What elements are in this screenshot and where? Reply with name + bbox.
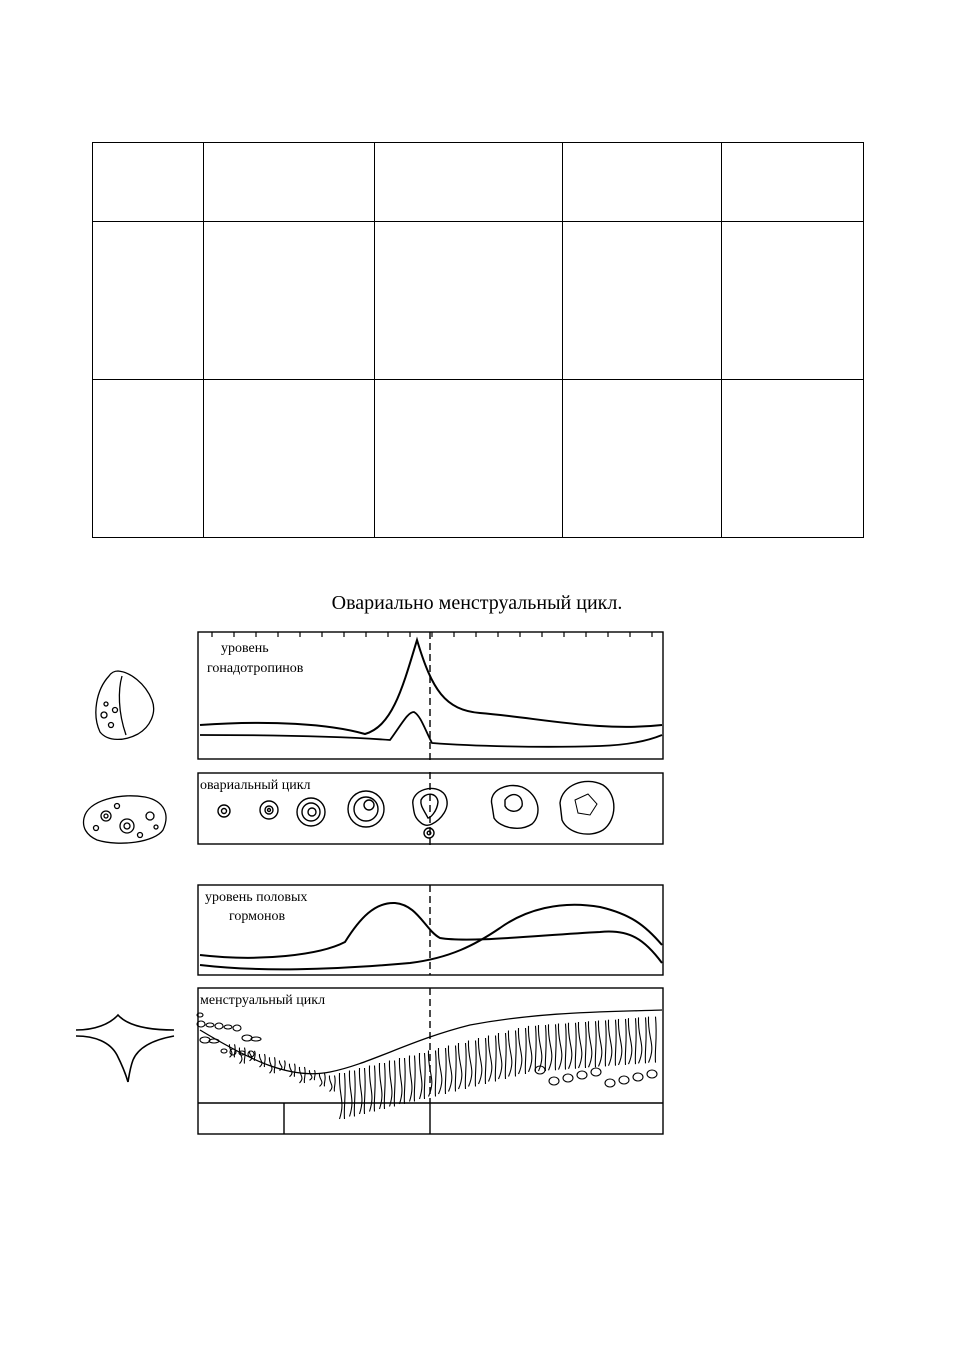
lh-curve xyxy=(200,640,662,734)
uterus-icon xyxy=(76,1015,174,1082)
endometrial-gland xyxy=(299,1067,305,1083)
shed-tissue-fragment xyxy=(224,1025,232,1029)
table-cell xyxy=(563,143,722,222)
table-cell xyxy=(204,222,375,380)
endometrial-gland xyxy=(339,1073,345,1119)
table-cell xyxy=(93,380,204,538)
endometrial-gland xyxy=(259,1054,265,1067)
table-cell xyxy=(93,222,204,380)
table-cell xyxy=(204,143,375,222)
table-cell xyxy=(375,143,563,222)
basal-gland-section xyxy=(577,1071,587,1079)
top-scale-ticks xyxy=(212,632,652,637)
basal-gland-section xyxy=(563,1074,573,1082)
endometrial-gland xyxy=(598,1020,606,1066)
endometrial-gland xyxy=(478,1038,486,1084)
endometrial-gland xyxy=(409,1056,415,1102)
endometrial-gland xyxy=(528,1026,536,1072)
endometrial-gland xyxy=(309,1070,315,1080)
table-cell xyxy=(722,380,864,538)
endometrial-gland xyxy=(419,1053,425,1099)
basal-gland-section xyxy=(633,1073,643,1081)
endometrial-gland xyxy=(568,1023,576,1069)
endometrial-gland xyxy=(608,1020,616,1066)
shed-tissue-fragment xyxy=(200,1037,210,1043)
endometrial-gland xyxy=(438,1048,446,1094)
diagram-title: Овариально менструальный цикл. xyxy=(331,592,623,614)
endometrial-gland xyxy=(578,1022,586,1068)
gonadotropins-label-line2: гонадотропинов xyxy=(207,661,304,676)
table-cell xyxy=(722,222,864,380)
basal-gland-section xyxy=(619,1076,629,1084)
endometrial-gland xyxy=(249,1051,255,1061)
table-cell xyxy=(563,222,722,380)
fsh-curve xyxy=(200,712,662,747)
endometrial-gland xyxy=(558,1024,566,1070)
sex-hormones-label-line2: гормонов xyxy=(229,909,286,924)
endometrial-gland xyxy=(349,1071,355,1117)
table-row xyxy=(93,380,864,538)
endometrial-gland xyxy=(648,1017,656,1063)
endometrial-gland xyxy=(538,1025,546,1071)
endometrium-surface xyxy=(200,1010,662,1074)
endometrial-gland xyxy=(289,1064,295,1077)
basal-gland-section xyxy=(605,1079,615,1087)
endometrial-gland xyxy=(498,1033,506,1079)
endometrial-gland xyxy=(359,1068,365,1114)
table-cell xyxy=(204,380,375,538)
basal-gland-section xyxy=(647,1070,657,1078)
table-row xyxy=(93,143,864,222)
shed-tissue-fragment xyxy=(242,1035,252,1041)
endometrial-gland xyxy=(389,1061,395,1107)
shed-tissue-fragment xyxy=(206,1023,214,1027)
endometrial-gland xyxy=(618,1019,626,1065)
table-cell xyxy=(375,222,563,380)
shed-tissue-fragment xyxy=(215,1023,223,1029)
endometrial-gland xyxy=(399,1058,405,1104)
endometrial-gland xyxy=(628,1018,636,1064)
shed-tissue-fragment xyxy=(221,1049,227,1053)
table-cell xyxy=(93,143,204,222)
endometrial-gland xyxy=(369,1066,375,1112)
ovary-icon xyxy=(84,796,166,843)
table-cell xyxy=(563,380,722,538)
table-cell xyxy=(375,380,563,538)
ovarian-menstrual-cycle-diagram xyxy=(0,620,954,1160)
endometrial-gland xyxy=(588,1021,596,1067)
sex-hormones-label-line1: уровень половых xyxy=(205,890,308,905)
endometrial-gland xyxy=(488,1036,496,1082)
endometrial-gland xyxy=(379,1063,385,1109)
endometrial-gland xyxy=(458,1043,466,1089)
basal-gland-section xyxy=(591,1068,601,1076)
endometrial-gland xyxy=(239,1048,245,1064)
endometrial-gland xyxy=(518,1028,526,1074)
basal-gland-section xyxy=(549,1077,559,1085)
endometrial-gland xyxy=(638,1017,646,1063)
pituitary-gland-icon xyxy=(96,671,154,739)
shed-tissue-fragment xyxy=(233,1025,241,1031)
gonadotropins-label-line1: уровень xyxy=(221,641,269,656)
blank-table xyxy=(92,142,864,538)
endometrial-gland xyxy=(508,1031,516,1077)
endometrial-gland xyxy=(468,1041,476,1087)
table-cell xyxy=(722,143,864,222)
endometrial-gland xyxy=(548,1024,556,1070)
endometrial-gland xyxy=(329,1076,335,1092)
endometrial-gland xyxy=(319,1073,325,1086)
table-row xyxy=(93,222,864,380)
menstrual-cycle-label: менструальный цикл xyxy=(200,993,326,1008)
ovarian-cycle-label: овариальный цикл xyxy=(200,778,311,793)
endometrial-gland xyxy=(448,1046,456,1092)
